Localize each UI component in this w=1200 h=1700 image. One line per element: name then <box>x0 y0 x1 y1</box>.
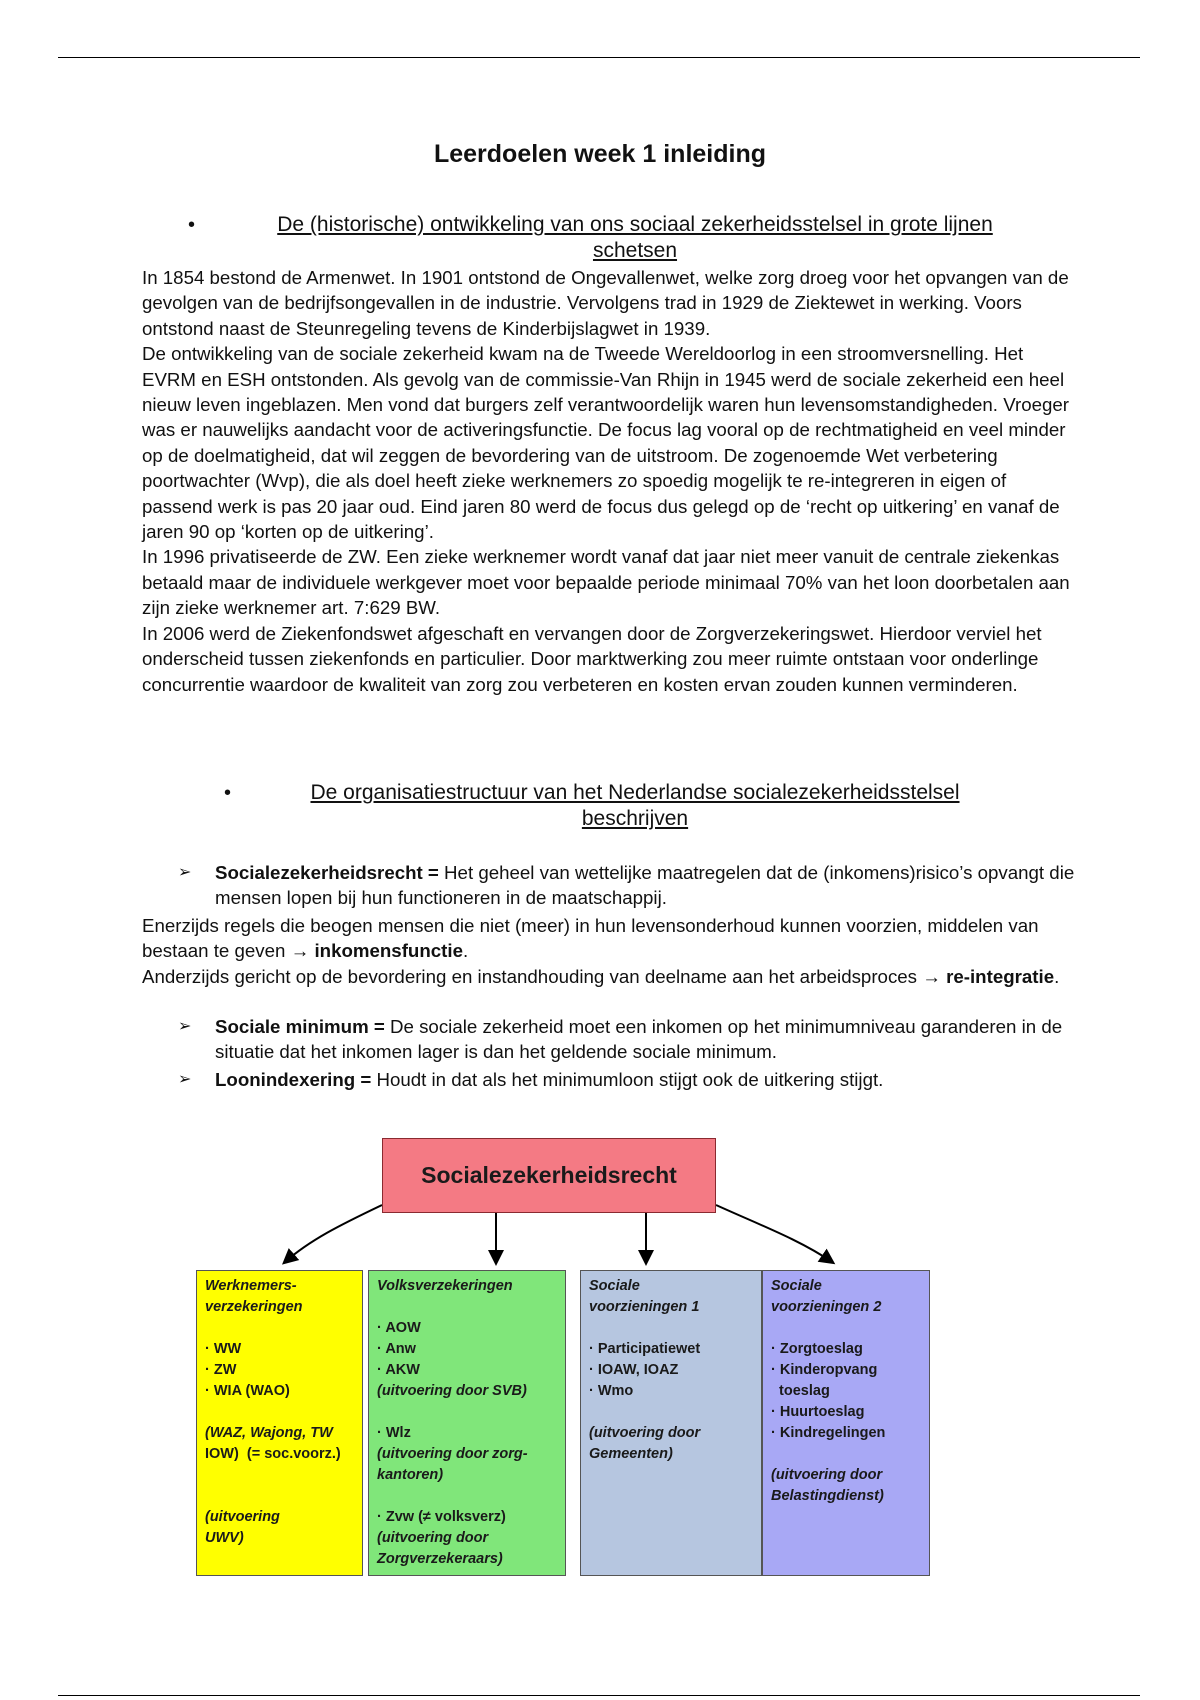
top-rule <box>58 57 1140 58</box>
definition-loonindexering <box>142 1067 1092 1092</box>
connector-arrow <box>285 1205 382 1262</box>
diagram-column-line <box>205 1486 354 1507</box>
diagram-column-line <box>377 1297 557 1318</box>
diagram-column-line: voorzieningen 2 <box>771 1299 882 1315</box>
section1-heading-line1: De (historische) ontwikkeling van ons sociaal zekerheidsstelsel in grote lijnen <box>277 213 993 236</box>
diagram-column-line <box>589 1402 753 1423</box>
diagram-column-sociale-voorzieningen-2 <box>762 1270 930 1576</box>
history-text <box>142 265 1082 697</box>
diagram-column-line: Volksverzekeringen <box>377 1278 513 1294</box>
text-span: . <box>462 940 469 962</box>
diagram-column-line: · Zvw (≠ volksverz) <box>377 1509 506 1525</box>
diagram-column-line: · Kindregelingen <box>771 1425 886 1441</box>
diagram-column-line: toeslag <box>771 1383 830 1399</box>
section2-heading-line2: beschrijven <box>581 807 689 830</box>
diagram-column-line: UWV) <box>205 1530 244 1546</box>
definition-text: Het geheel van wettelijke maatregelen dat de (inkomens)risico’s opvangt die mensen lopen bij hun functioneren in de maatschappij. <box>215 862 1075 909</box>
diagram-column-line <box>205 1318 354 1339</box>
arrow-bullet-icon: ➢ <box>178 864 192 881</box>
diagram-column-line: IOW) (= soc.voorz.) <box>205 1446 341 1462</box>
diagram-column-line: (uitvoering door zorg- <box>377 1446 528 1462</box>
definition-text: Houdt in dat als het minimumloon stijgt ook de uitkering stijgt. <box>371 1069 884 1090</box>
bottom-rule <box>58 1695 1140 1696</box>
definition-socialezekerheidsrecht <box>142 860 1092 911</box>
diagram-column-volksverzekeringen <box>368 1270 566 1576</box>
paragraph <box>142 913 1082 964</box>
definition-term: Socialezekerheidsrecht = <box>215 862 439 883</box>
definition-term: Loonindexering = <box>215 1069 372 1090</box>
keyword: inkomensfunctie <box>314 940 463 962</box>
functions-text <box>142 913 1082 989</box>
diagram-column-line: · IOAW, IOAZ <box>589 1362 679 1378</box>
diagram-column-line <box>771 1444 921 1465</box>
text-span: . <box>1054 965 1060 987</box>
bullet-icon: • <box>188 214 196 236</box>
diagram-column-line <box>377 1402 557 1423</box>
diagram-column-line <box>771 1318 921 1339</box>
section1-heading-line2: schetsen <box>592 239 678 262</box>
diagram-column-line: (uitvoering door <box>771 1467 883 1483</box>
paragraph <box>142 964 1082 989</box>
arrow-bullet-icon: ➢ <box>178 1018 192 1035</box>
diagram-column-line <box>377 1486 557 1507</box>
diagram-column-line: · AKW <box>377 1362 420 1378</box>
paragraph: In 2006 werd de Ziekenfondswet afgeschaft en vervangen door de Zorgverzekeringswet. Hierdoor verviel het onderscheid tussen ziekenfonds en particulier. Door marktwerking zou meer ruimte ontstaan voor onderlinge concurrentie waardoor de kwaliteit van zorg zou verbeteren en kosten ervan zouden kunnen verminderen. <box>142 622 1042 695</box>
diagram-column-line: Sociale <box>771 1278 822 1294</box>
page-title: Leerdoelen week 1 inleiding <box>433 140 767 168</box>
diagram-column-line: (uitvoering door <box>589 1425 701 1441</box>
diagram-column-line: · Participatiewet <box>589 1341 701 1357</box>
diagram-column-line: Gemeenten) <box>589 1446 673 1462</box>
diagram-column-line: · ZW <box>205 1362 237 1378</box>
diagram-column-line <box>205 1465 354 1486</box>
diagram-column-line: · Zorgtoeslag <box>771 1341 863 1357</box>
diagram-column-line: Belastingdienst) <box>771 1488 884 1504</box>
diagram-column-line: · WIA (WAO) <box>205 1383 290 1399</box>
diagram-root-box: Socialezekerheidsrecht <box>382 1138 716 1213</box>
section2-heading-line1: De organisatiestructuur van het Nederlandse socialezekerheidsstelsel <box>310 781 960 804</box>
diagram-column-line <box>205 1402 354 1423</box>
diagram-column-line: Sociale <box>589 1278 640 1294</box>
diagram-column-line: voorzieningen 1 <box>589 1299 700 1315</box>
diagram-column-line: Zorgverzekeraars) <box>377 1551 503 1567</box>
diagram-column-line: (uitvoering door <box>377 1530 489 1546</box>
section2-heading <box>224 780 1020 832</box>
arrow-bullet-icon: ➢ <box>178 1071 192 1088</box>
keyword: re-integratie <box>946 965 1055 987</box>
diagram-column-werknemersverzekeringen <box>196 1270 363 1576</box>
text-span: Anderzijds gericht op de bevordering en instandhouding van deelname aan het arbeidsproces → <box>142 965 947 987</box>
paragraph: De ontwikkeling van de sociale zekerheid kwam na de Tweede Wereldoorlog in een stroomversnelling. Het EVRM en ESH ontstonden. Als gevolg van de commissie-Van Rhijn in 1945 werd de sociale zekerheid een heel nieuw leven ingeblazen. Men vond dat burgers zelf verantwoordelijk waren hun levensomstandigheden. Vroeger was er nauwelijks aandacht voor de activeringsfunctie. De focus lag vooral op de rechtmatigheid en veel minder op de doelmatigheid, dat wil zeggen de bevordering van de uitstroom. De zogenoemde Wet verbetering poortwachter (Wvp), die als doel heeft zieke werknemers zo spoedig mogelijk te re-integreren in eigen of passend werk is pas 20 jaar oud. Eind jaren 80 werd de focus dus gelegd op de ‘recht op uitkering’ en vanaf de jaren 90 op ‘korten op de uitkering’. <box>142 343 1069 543</box>
diagram-column-line: · WW <box>205 1341 242 1357</box>
definition-sociale-minimum <box>142 1014 1092 1065</box>
connector-arrow <box>716 1205 832 1262</box>
section1-heading <box>188 212 1060 264</box>
diagram-column-line <box>589 1318 753 1339</box>
paragraph: In 1996 privatiseerde de ZW. Een zieke werknemer wordt vanaf dat jaar niet meer vanuit de centrale ziekenkas betaald maar de individuele werkgever moet voor bepaalde periode minimaal 70% van het loon doorbetalen aan zijn zieke werknemer art. 7:629 BW. <box>142 546 1070 619</box>
diagram-column-line: (WAZ, Wajong, TW <box>205 1425 333 1441</box>
definition-term: Sociale minimum = <box>215 1016 385 1037</box>
diagram-column-line: kantoren) <box>377 1467 444 1483</box>
diagram-column-line: · Kinderopvang <box>771 1362 878 1378</box>
diagram-column-line: (uitvoering door SVB) <box>377 1383 527 1399</box>
diagram-column-line: · Huurtoeslag <box>771 1404 865 1420</box>
diagram-column-line: (uitvoering <box>205 1509 280 1525</box>
diagram-column-line: Werknemers- <box>205 1278 297 1294</box>
definition-text: De sociale zekerheid moet een inkomen op het minimumniveau garanderen in de situatie dat het inkomen lager is dan het geldende sociale minimum. <box>215 1016 1063 1063</box>
diagram-column-sociale-voorzieningen-1 <box>580 1270 762 1576</box>
diagram-column-line: · Wlz <box>377 1425 411 1441</box>
paragraph: In 1854 bestond de Armenwet. In 1901 ontstond de Ongevallenwet, welke zorg droeg voor het opvangen van de gevolgen van de bedrijfsongevallen in de industrie. Vervolgens trad in 1929 de Ziektewet in werking. Voors ontstond naast de Steunregeling tevens de Kinderbijslagwet in 1939. <box>142 267 1069 339</box>
text-span: Enerzijds regels die beogen mensen die niet (meer) in hun levensonderhoud kunnen voorzien, middelen van bestaan te geven → <box>142 915 1039 962</box>
diagram-column-line: · Anw <box>377 1341 416 1357</box>
diagram-column-line: · AOW <box>377 1320 421 1336</box>
diagram-column-line: · Wmo <box>589 1383 634 1399</box>
bullet-icon: • <box>224 782 232 804</box>
diagram-column-line: verzekeringen <box>205 1299 303 1315</box>
